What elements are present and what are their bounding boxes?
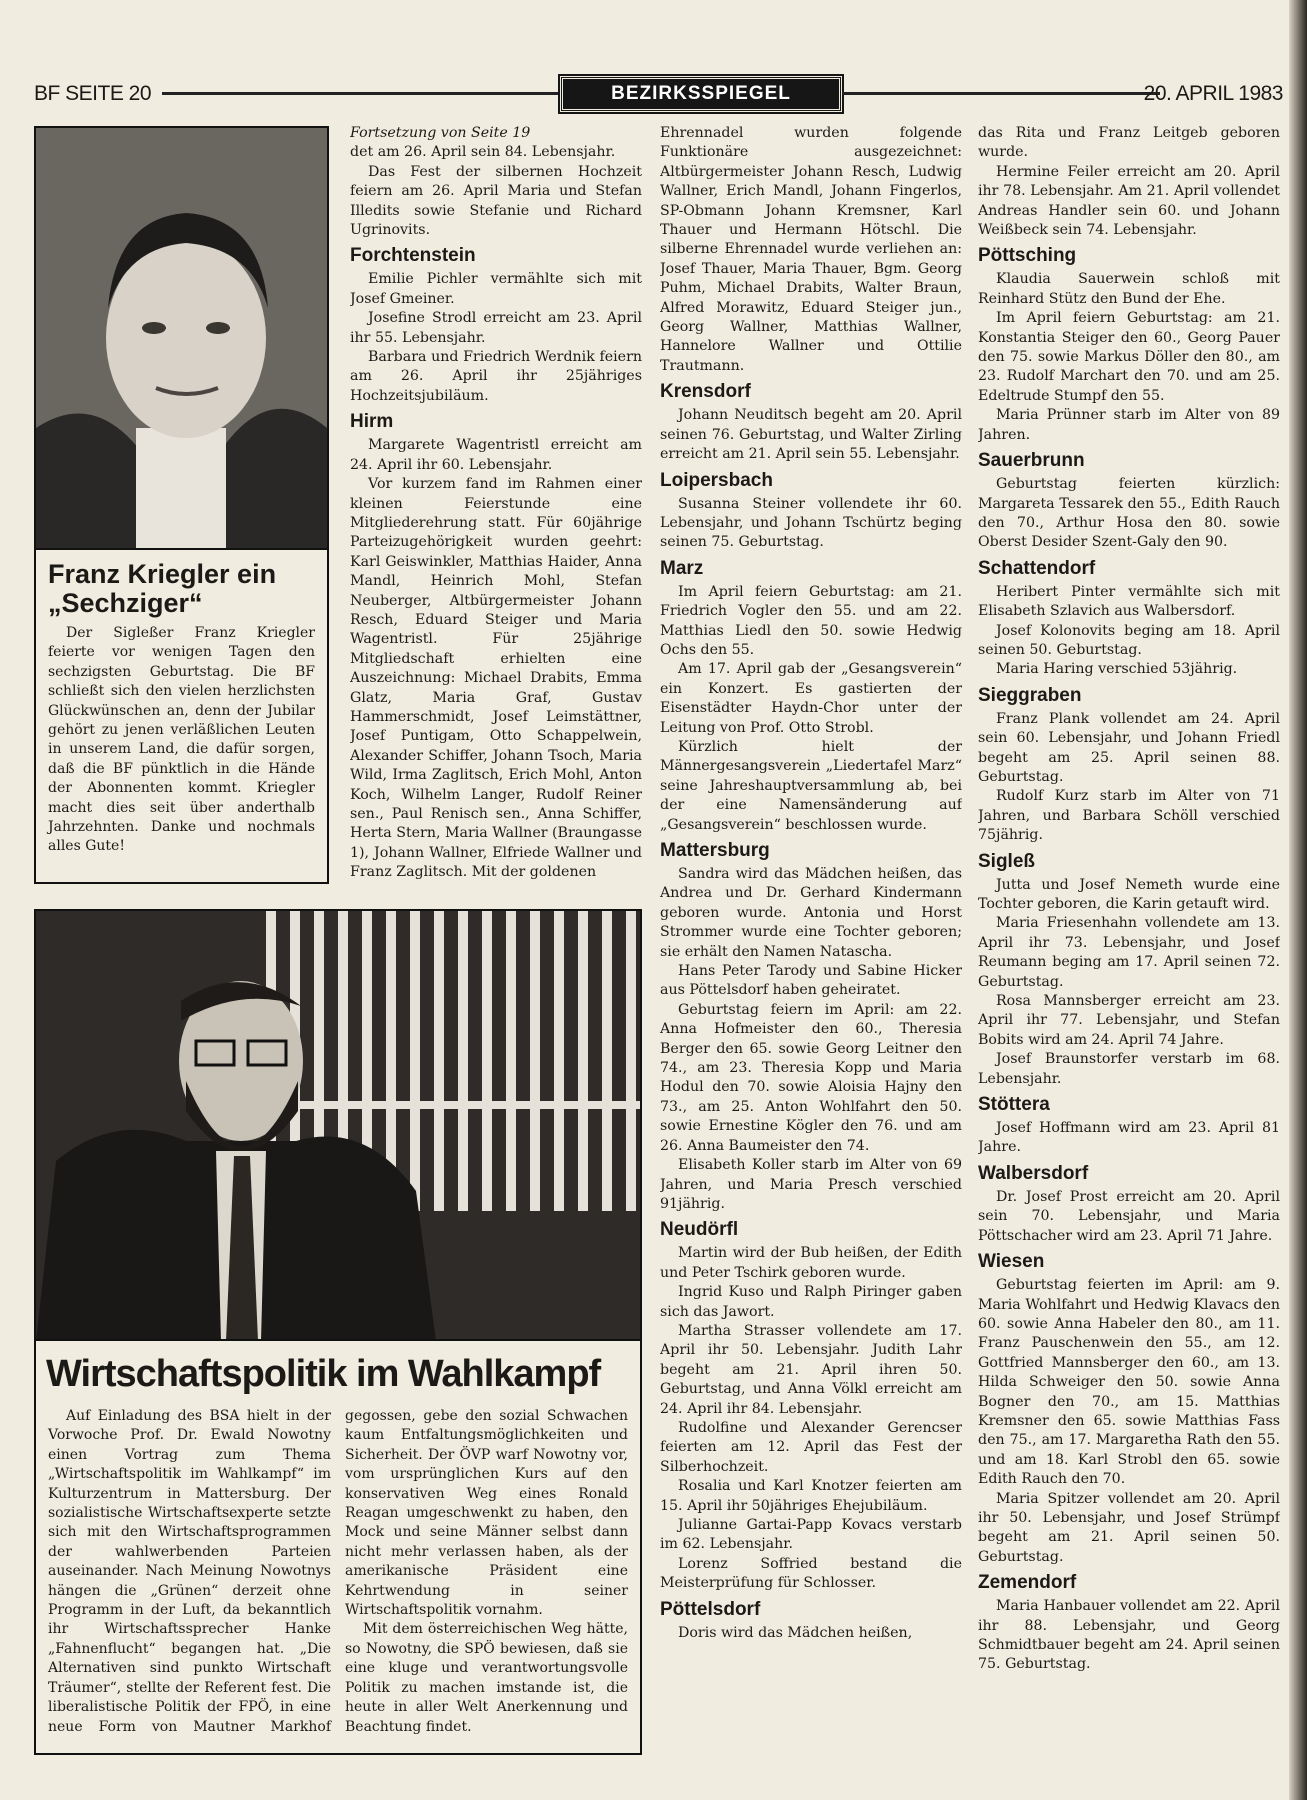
news-paragraph: Susanna Steiner vollendete ihr 60. Lebensjahr, und Johann Tschürtz beging seinen 75. Geburtstag.	[660, 495, 962, 551]
town-heading: Hirm	[350, 411, 394, 433]
town-heading: Neudörfl	[660, 1219, 739, 1241]
news-paragraph: Josef Braunstorfer verstarb im 68. Lebensjahr.	[978, 1051, 1280, 1087]
news-paragraph: Margarete Wagentristl erreicht am 24. April ihr 60. Lebensjahr.	[350, 437, 642, 473]
news-paragraph: Klaudia Sauerwein schloß mit Reinhard Stütz den Bund der Ehe.	[978, 271, 1280, 307]
news-paragraph: Elisabeth Koller starb im Alter von 69 Jahren, und Maria Presch verschied 91jährig.	[660, 1157, 962, 1212]
photo-shape	[458, 911, 468, 1211]
news-paragraph: Vor kurzem fand im Rahmen einer kleinen Feierstunde eine Mitgliederehrung statt. Für 60jährige Parteizugehörigkeit wurden geehrt: Karl Geiswinkler, Matthias Haider, Anna Mandl, Heinrich Mohl, Stefan Neuberger, Altbürgermeister Johann Resch, Eduard Steiger und Maria Wagentristl. Für 25jährige Mitgliedschaft erhielten eine Auszeichnung: Michael Drabits, Emma Glatz, Maria Graf, Gustav Hammerschmidt, Josef Leimstättner, Josef Puntigam, Otto Schappelwein, Alexander Schiffer, Johann Tsoch, Maria Wild, Irma Zaglitsch, Erich Mohl, Anton Koch, Wilhelm Langer, Rudolf Reiner sen., Paul Renisch sen., Anna Schiffer, Herta Stern, Maria Wallner (Braungasse 1), Johann Wallner, Elfriede Wallner und Franz Zaglitsch. Mit der goldenen	[350, 476, 642, 881]
news-paragraph: Rudolf Kurz starb im Alter von 71 Jahren, und Barbara Schöll verschied 75jährig.	[978, 788, 1280, 844]
news-paragraph: Jutta und Josef Nemeth wurde eine Tochter geboren, die Karin getauft wird.	[978, 876, 1280, 912]
page-edge	[1289, 0, 1307, 1800]
photo-shape	[530, 911, 540, 1211]
news-paragraph: Heribert Pinter vermählte sich mit Elisabeth Szlavich aus Walbersdorf.	[978, 583, 1280, 620]
news-paragraph: Rosa Mannsberger erreicht am 23. April ihr 77. Lebensjahr, und Stefan Bobits wird am 24. April 74 Jahre.	[978, 993, 1280, 1048]
news-paragraph: Hans Peter Tarody und Sabine Hicker aus Pöttelsdorf haben geheiratet.	[660, 963, 962, 999]
news-paragraph: Ingrid Kuso und Ralph Piringer gaben sich das Jawort.	[660, 1284, 962, 1320]
town-heading: Sauerbrunn	[978, 450, 1085, 472]
town-heading: Pöttelsdorf	[660, 1598, 761, 1620]
town-heading: Wiesen	[978, 1251, 1045, 1273]
article-paragraph: Auf Einladung des BSA hielt in der Vorwoche Prof. Dr. Ewald Nowotny einen Vortrag zum Thema „Wirtschaftspolitik im Wahlkampf“ im Kulturzentrum in Mattersburg. Der sozialistische Wirtschaftsexperte setzte sich mit den Wirtschaftsprogrammen der wahlwerbenden Parteien auseinander. Nach Meinung Nowotnys hängen die „Grünen“ derzeit ohne Programm in der Luft, da bekanntlich ihr Wirtschaftssprecher Hanke „Fahnenflucht“ begangen hat. „Die Alternativen sind punkto Wirtschaft Träumer“, stellte der Referent fest. Die liberalistische Politik der FPÖ, in eine neue Form von Mautner Markhof gegossen, gebe den sozial Schwachen kaum Entfaltungsmöglichkeiten und Sicherheit. Der ÖVP warf Nowotny vor, vom ursprünglichen Kurs auf den konservativen Weg eines Ronald Reagan umgeschwenkt zu haben, den Mock und seine Männer selbst dann nicht mehr verlassen haben, als der amerikanische Präsident eine Kehrtwendung in seiner Wirtschaftspolitik vornahm.	[48, 1408, 628, 1735]
news-paragraph: Lorenz Soffried bestand die Meisterprüfung für Schlosser.	[660, 1555, 962, 1592]
portrait-photo	[34, 126, 329, 550]
town-heading: Loipersbach	[660, 469, 773, 491]
photo-shape	[266, 1101, 640, 1109]
news-paragraph: Fortsetzung von Seite 19	[350, 125, 531, 141]
column-2	[350, 124, 642, 894]
photo-shape	[482, 911, 492, 1211]
news-paragraph: Maria Friesenhahn vollendete am 13. April ihr 73. Lebensjahr, und Josef Reumann beging am 17. April seinen 72. Geburtstag.	[978, 915, 1280, 990]
news-paragraph: Kürzlich hielt der Männergesangsverein „Liedertafel Marz“ seine Jahreshauptversammlung ab, bei der eine Namensänderung auf „Gesangsverein“ beschlossen wurde.	[660, 738, 962, 833]
photo-shape	[626, 911, 636, 1211]
news-paragraph: Josefine Strodl erreicht am 23. April ihr 55. Lebensjahr.	[350, 310, 642, 346]
town-heading: Walbersdorf	[978, 1162, 1089, 1184]
news-paragraph: Maria Prünner starb im Alter von 89 Jahren.	[978, 407, 1280, 443]
news-paragraph: Josef Kolonovits beging am 18. April seinen 50. Geburtstag.	[978, 622, 1280, 658]
caption-text: Der Sigleßer Franz Kriegler feierte vor wenigen Tagen den sechzigsten Geburtstag. Die BF schließt sich den vielen herzlichsten Glückwünschen an, denn der Jubilar gehört zu jenen verläßlichen Leuten in unserem Land, die dafür sorgen, daß die BF pünktlich in die Hände der Abonnenten kommt. Kriegler macht dies seit über anderthalb Jahrzehnten. Danke und nochmals alles Gute!	[48, 625, 315, 855]
photo-shape	[554, 911, 564, 1211]
news-paragraph: Im April feiern Geburtstag: am 21. Friedrich Vogler den 55. und am 22. Matthias Liedl den 50. sowie Hedwig Ochs den 55.	[660, 583, 962, 658]
news-paragraph: Maria Haring verschied 53jährig.	[996, 661, 1238, 678]
photo-shape	[434, 911, 444, 1211]
news-paragraph: Emilie Pichler vermählte sich mit Josef Gmeiner.	[350, 271, 642, 307]
news-paragraph: Barbara und Friedrich Werdnik feiern am 26. April ihr 25jähriges Hochzeitsjubiläum.	[350, 349, 642, 404]
page-number: BF SEITE 20	[34, 82, 152, 105]
photo-shape	[602, 911, 612, 1211]
news-paragraph: Ehrennadel wurden folgende Funktionäre ausgezeichnet: Altbürgermeister Johann Resch, Ludwig Wallner, Erich Mandl, Johann Fingerlos, SP-Obmann Johann Kremsner, Karl Thauer und Hermann Hötschl. Die silberne Ehrennadel wurde verliehen an: Josef Thauer, Maria Thauer, Bgm. Georg Puhm, Michael Drabits, Walter Braun, Alfred Morawitz, Eduard Steiger jun., Georg Wallner, Matthias Wallner, Hannelore Wallner und Ottilie Trautmann.	[660, 125, 962, 374]
town-heading: Marz	[660, 557, 704, 579]
photo-caption-box	[34, 548, 329, 884]
news-paragraph: Am 17. April gab der „Gesangsverein“ ein Konzert. Es gastierten der Eisenstädter Haydn-Chor unter der Leitung von Prof. Otto Strobl.	[660, 661, 962, 736]
news-paragraph: Dr. Josef Prost erreicht am 20. April sein 70. Lebensjahr, und Maria Pöttschacher wird am 23. April 71 Jahre.	[978, 1188, 1280, 1244]
town-heading: Pöttsching	[978, 245, 1077, 267]
news-paragraph: Maria Hanbauer vollendet am 22. April ihr 88. Lebensjahr, und Georg Schmidtbauer begeht am 24. April seinen 75. Geburtstag.	[978, 1598, 1280, 1673]
news-paragraph: Geburtstag feierten im April: am 9. Maria Wohlfahrt und Hedwig Klavacs den 60. sowie Anna Habeler den 80., am 11. Franz Pauschenwein den 55., am 12. Gottfried Mannsberger den 60., am 13. Hilda Schweiger den 50. sowie Anna Bogner den 70., am 15. Matthias Kremsner den 65. sowie Matthias Fass den 75., am 17. Margaretha Rath den 55. und am 18. Karl Strobl den 65. sowie Edith Rauch den 70.	[978, 1277, 1280, 1488]
news-paragraph: Martin wird der Bub heißen, der Edith und Peter Tschirk geboren wurde.	[660, 1245, 962, 1281]
header-rule	[162, 92, 560, 95]
portrait-image	[36, 128, 327, 548]
page-header	[34, 76, 1283, 110]
news-paragraph: Das Fest der silbernen Hochzeit feiern am 26. April Maria und Stefan Illedits sowie Stefanie und Richard Ugrinovits.	[350, 163, 642, 239]
article-box	[34, 1339, 642, 1755]
town-heading: Sigleß	[978, 850, 1036, 872]
news-paragraph: Maria Spitzer vollendet am 20. April ihr 50. Lebensjahr, und Josef Strümpf begeht am 21. April seinen 50. Geburtstag.	[978, 1490, 1280, 1565]
news-paragraph: Geburtstag feierten kürzlich: Margareta Tessarek den 55., Edith Rauch den 70., Arthur Hosa den 80. sowie Oberst Desider Szent-Galy den 90.	[978, 476, 1280, 551]
town-heading: Stöttera	[978, 1094, 1050, 1116]
news-paragraph: Geburtstag feiern im April: am 22. Anna Hofmeister den 60., Theresia Berger den 65. sowie Georg Leitner den 74., am 23. Theresia Kopp und Maria Hodul den 70. sowie Aloisia Hajny den 73., am 25. Anton Wohlfahrt den 50. sowie Ernestine Kögler den 76. und am 26. Anna Baumeister den 74.	[660, 1001, 962, 1154]
issue-date: 20. APRIL 1983	[1143, 82, 1283, 105]
article-headline: Wirtschaftspolitik im Wahlkampf	[46, 1353, 601, 1395]
photo-shape	[506, 911, 516, 1211]
news-paragraph: Julianne Gartai-Papp Kovacs verstarb im 62. Lebensjahr.	[660, 1517, 962, 1553]
news-paragraph: Josef Hoffmann wird am 23. April 81 Jahre.	[978, 1120, 1280, 1156]
column-4	[978, 124, 1280, 1764]
news-paragraph: Sandra wird das Mädchen heißen, das Andrea und Dr. Gerhard Kindermann geboren wurde. Antonia und Horst Strommer wurde eine Tochter geboren; sie erhält den Namen Natascha.	[660, 866, 962, 960]
news-paragraph: Martha Strasser vollendete am 17. April ihr 50. Lebensjahr. Judith Lahr begeht am 21. April ihren 50. Geburtstag, und Anna Völkl erreicht am 24. April ihr 84. Lebensjahr.	[660, 1322, 962, 1417]
speaker-photo	[34, 909, 642, 1343]
section-title: BEZIRKSSPIEGEL	[560, 76, 842, 112]
photo-shape	[410, 911, 420, 1211]
header-rule	[842, 92, 1160, 95]
news-paragraph: Rudolfine und Alexander Gerencser feierten am 12. April das Fest der Silberhochzeit.	[660, 1419, 962, 1475]
article-body	[48, 1407, 628, 1745]
town-heading: Mattersburg	[660, 840, 770, 861]
news-paragraph: das Rita und Franz Leitgeb geboren wurde.	[978, 125, 1280, 161]
town-heading: Krensdorf	[660, 381, 751, 403]
town-heading: Zemendorf	[978, 1572, 1077, 1594]
news-paragraph: Im April feiern Geburtstag: am 21. Konstantia Steiger den 60., Georg Pauer den 75. sowie Markus Döller den 80., am 23. Rudolf Marchart den 70. und am 25. Edeltrude Stumpf den 55.	[978, 310, 1280, 404]
news-paragraph: det am 26. April sein 84. Lebensjahr.	[350, 144, 616, 161]
town-heading: Schattendorf	[978, 557, 1096, 579]
town-heading: Sieggraben	[978, 684, 1082, 706]
news-paragraph: Rosalia und Karl Knotzer feierten am 15. April ihr 50jähriges Ehejubiläum.	[660, 1478, 962, 1514]
column-3	[660, 124, 962, 1764]
article-paragraph: Mit dem österreichischen Weg hätte, so Nowotny, die SPÖ bewiesen, daß sie eine kluge und verantwortungsvolle Politik zu machen imstande ist, die heute in aller Welt Anerkennung und Beachtung findet.	[345, 1621, 628, 1735]
speaker-image	[36, 911, 640, 1341]
photo-shape	[578, 911, 588, 1211]
news-paragraph: Doris wird das Mädchen heißen,	[678, 1624, 913, 1641]
news-paragraph: Franz Plank vollendet am 24. April sein 60. Lebensjahr, und Johann Friedl begeht am 25. April seinen 88. Geburtstag.	[978, 710, 1280, 785]
news-paragraph: Hermine Feiler erreicht am 20. April ihr 78. Lebensjahr. Am 21. April vollendet Andreas Handler sein 60. und Johann Weißbeck sein 74. Lebensjahr.	[978, 163, 1280, 239]
caption-title: Franz Kriegler ein „Sechziger“	[48, 559, 277, 618]
town-heading: Forchtenstein	[350, 245, 476, 267]
news-paragraph: Johann Neuditsch begeht am 20. April seinen 76. Geburtstag, und Walter Zirling erreicht am 21. April sein 55. Lebensjahr.	[660, 407, 962, 463]
